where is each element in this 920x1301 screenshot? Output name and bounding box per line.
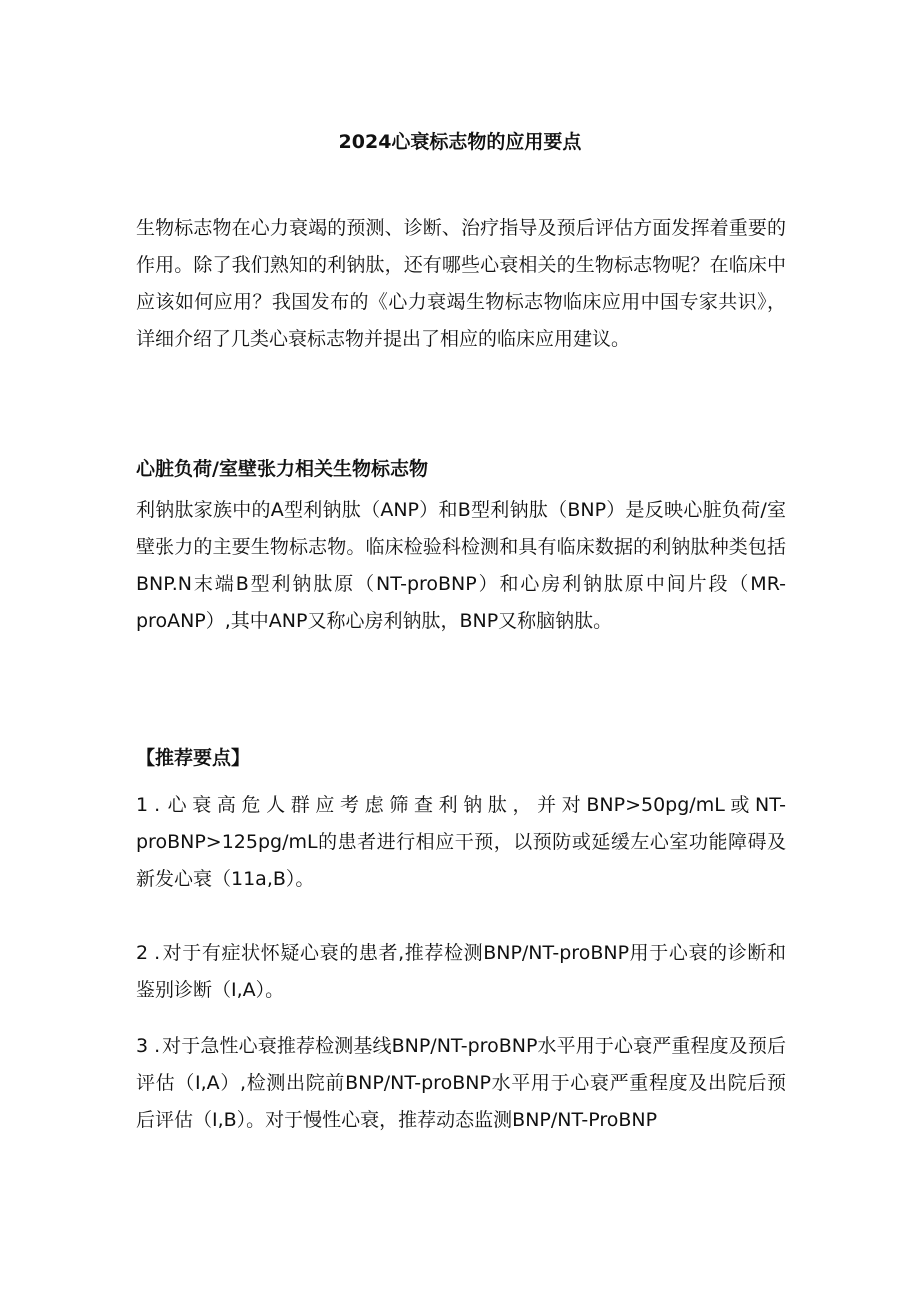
recommendation-text: 对于急性心衰推荐检测基线BNP/NT-proBNP水平用于心衰严重程度及预后评估（I,A）,检测出院前BNP/NT-proBNP水平用于心衰严重程度及出院后预后评估（I,B）。对于慢性心衰，推荐动态监测BNP/NT-ProBNP <box>136 1035 786 1131</box>
recommendation-item <box>136 787 786 898</box>
recommendations-heading: 【推荐要点】 <box>136 747 251 769</box>
recommendation-text: 心衰高危人群应考虑筛查利钠肽，并对BNP>50pg/mL或NT-proBNP>125pg/mL的患者进行相应干预，以预防或延缓左心室功能障碍及新发心衰（11a,B）。 <box>136 794 786 890</box>
recommendation-text: 对于有症状怀疑心衰的患者,推荐检测BNP/NT-proBNP用于心衰的诊断和鉴别诊断（I,A）。 <box>136 942 786 1001</box>
recommendation-number: 1 . <box>136 794 161 816</box>
section-heading: 心脏负荷/室壁张力相关生物标志物 <box>136 458 428 480</box>
recommendation-number: 3 . <box>136 1035 161 1057</box>
recommendation-item <box>136 1028 786 1139</box>
recommendation-number: 2 . <box>136 942 161 964</box>
section-paragraph: 利钠肽家族中的A型利钠肽（ANP）和B型利钠肽（BNP）是反映心脏负荷/室壁张力的主要生物标志物。临床检验科检测和具有临床数据的利钠肽种类包括BNP.N末端B型利钠肽原（NT-proBNP）和心房利钠肽原中间片段（MR-proANP）,其中ANP又称心房利钠肽，BNP又称脑钠肽。 <box>136 499 786 632</box>
document-title: 2024心衰标志物的应用要点 <box>338 131 582 153</box>
intro-paragraph: 生物标志物在心力衰竭的预测、诊断、治疗指导及预后评估方面发挥着重要的作用。除了我们熟知的利钠肽，还有哪些心衰相关的生物标志物呢？在临床中应该如何应用？我国发布的《心力衰竭生物标志物临床应用中国专家共识》，详细介绍了几类心衰标志物并提出了相应的临床应用建议。 <box>136 217 786 350</box>
recommendation-item <box>136 935 786 1009</box>
